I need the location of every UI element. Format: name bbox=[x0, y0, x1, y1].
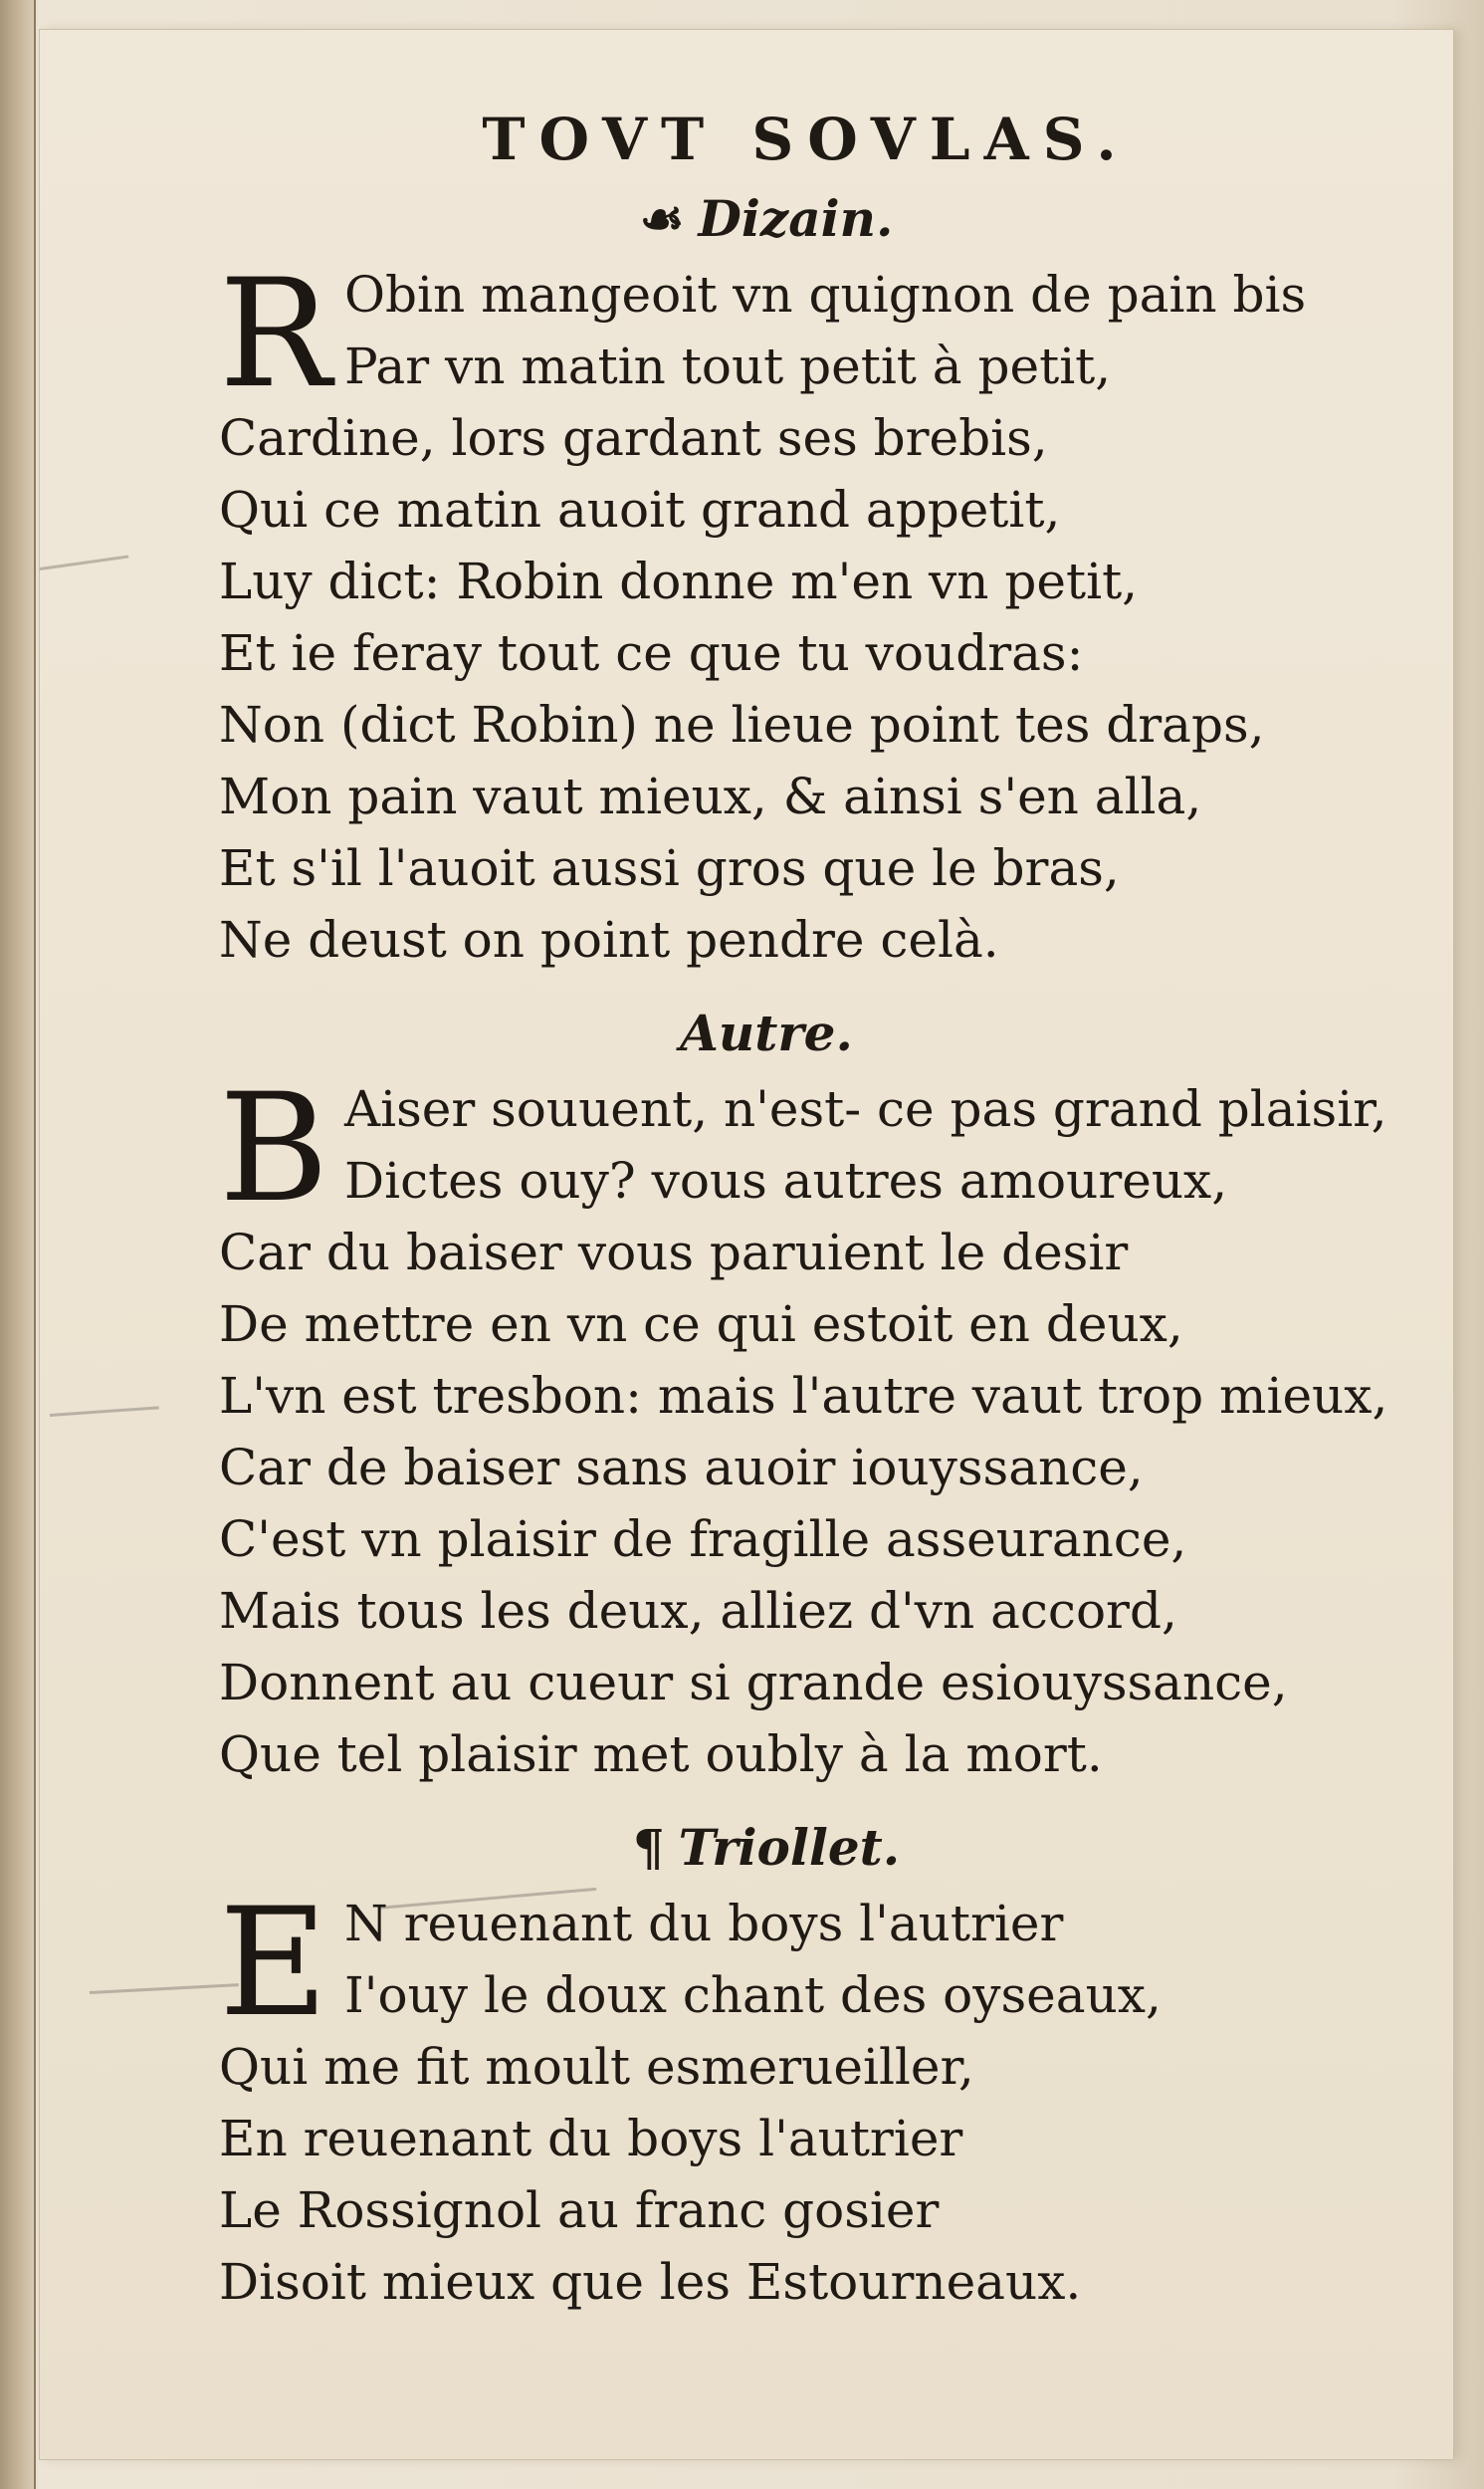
pencil-mark-2 bbox=[50, 1406, 159, 1417]
poem-triollet bbox=[219, 1877, 1314, 2318]
verse-line: Qui ce matin auoit grand appetit, bbox=[219, 481, 1061, 539]
verse-line: Luy dict: Robin donne m'en vn petit, bbox=[219, 553, 1139, 610]
poem-dizain bbox=[219, 248, 1314, 976]
book-page bbox=[40, 30, 1453, 2459]
verse-line: Cardine, lors gardant ses brebis, bbox=[219, 409, 1048, 467]
poem-autre bbox=[219, 1062, 1388, 1790]
verse-line: Que tel plaisir met oubly à la mort. bbox=[219, 1725, 1103, 1783]
verse-line: C'est vn plaisir de fragille asseurance, bbox=[219, 1510, 1187, 1568]
pencil-mark-3 bbox=[90, 1983, 239, 1994]
drop-capital: R bbox=[219, 248, 331, 421]
pilcrow-icon: ¶ bbox=[632, 1818, 665, 1877]
verse-line: Qui me fit moult esmerueiller, bbox=[219, 2038, 974, 2096]
verse-line: En reuenant du boys l'autrier bbox=[219, 2110, 963, 2167]
poem-title-text: Dizain. bbox=[698, 189, 894, 248]
poem-title-text: Triollet. bbox=[678, 1818, 901, 1877]
verse-line: Disoit mieux que les Estourneaux. bbox=[219, 2253, 1082, 2311]
poem-title bbox=[219, 994, 1314, 1073]
verse-line: Car de baiser sans auoir iouyssance, bbox=[219, 1439, 1144, 1496]
verse-line: Donnent au cueur si grande esiouyssance, bbox=[219, 1654, 1288, 1711]
verse-line: Par vn matin tout petit à petit, bbox=[344, 338, 1112, 395]
drop-capital: E bbox=[219, 1877, 328, 2050]
verse-line: Mon pain vaut mieux, & ainsi s'en alla, bbox=[219, 768, 1202, 825]
fleuron-icon: ☙ bbox=[639, 189, 685, 248]
verse-line: Et s'il l'auoit aussi gros que le bras, bbox=[219, 839, 1120, 897]
poem-title-text: Autre. bbox=[680, 1004, 853, 1062]
verse-line: Obin mangeoit vn quignon de pain bis bbox=[344, 266, 1307, 324]
book-binding bbox=[0, 0, 36, 2489]
drop-capital: B bbox=[219, 1062, 329, 1236]
page-text bbox=[219, 100, 1388, 2318]
verse-line: De mettre en vn ce qui estoit en deux, bbox=[219, 1295, 1183, 1353]
verse-line: Et ie feray tout ce que tu voudras: bbox=[219, 624, 1084, 682]
running-head: TOVT SOVLAS. bbox=[482, 106, 1131, 173]
poem-title bbox=[219, 179, 1314, 259]
verse-line: Ne deust on point pendre celà. bbox=[219, 911, 999, 969]
verse-line: Non (dict Robin) ne lieue point tes draps, bbox=[219, 696, 1265, 754]
verse-line: Le Rossignol au franc gosier bbox=[219, 2181, 940, 2239]
verse-line: N reuenant du boys l'autrier bbox=[344, 1895, 1064, 1952]
verse-line: L'vn est tresbon: mais l'autre vaut trop mieux, bbox=[219, 1367, 1388, 1425]
verse-line: I'ouy le doux chant des oyseaux, bbox=[344, 1966, 1162, 2024]
verse-line: Car du baiser vous paruient le desir bbox=[219, 1224, 1129, 1281]
verse-line: Aiser souuent, n'est- ce pas grand plaisir, bbox=[344, 1080, 1387, 1138]
poem-title bbox=[219, 1808, 1314, 1888]
verse-line: Dictes ouy? vous autres amoureux, bbox=[344, 1152, 1228, 1210]
pencil-mark-1 bbox=[40, 555, 129, 569]
verse-line: Mais tous les deux, alliez d'vn accord, bbox=[219, 1582, 1177, 1640]
